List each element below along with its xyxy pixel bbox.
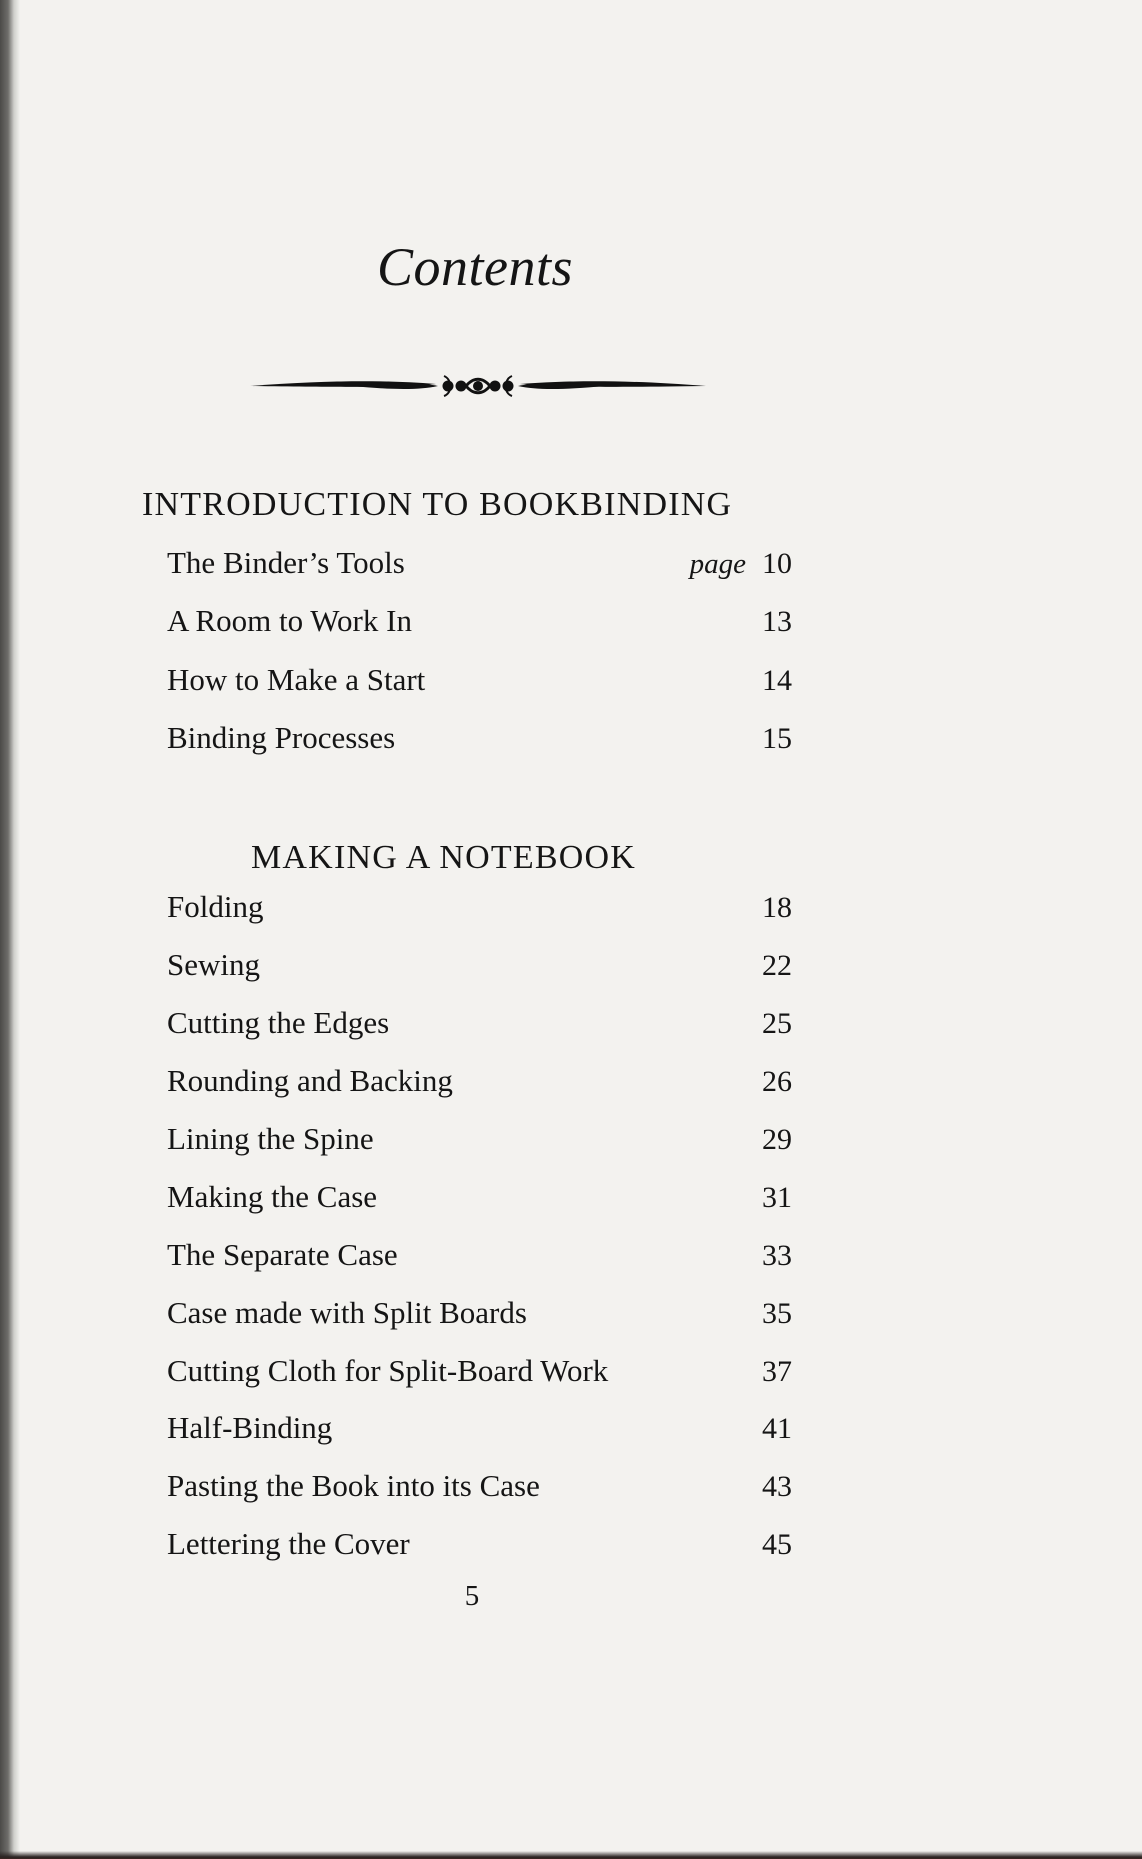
toc-entry-cutting-the-edges xyxy=(167,1007,792,1047)
toc-entry-label: Lining the Spine xyxy=(167,1121,374,1156)
toc-entry-separate-case xyxy=(167,1239,792,1279)
toc-entry-pasting-book-into-case xyxy=(167,1470,792,1510)
toc-entry-label: Lettering the Cover xyxy=(167,1526,410,1561)
toc-entry-label: Half-Binding xyxy=(167,1410,333,1445)
toc-entry-label: Binding Processes xyxy=(167,720,396,755)
toc-entry-label: How to Make a Start xyxy=(167,662,426,697)
toc-entry-label: Folding xyxy=(167,889,264,924)
toc-page-number: 18 xyxy=(762,891,792,924)
toc-entry-label: The Binder’s Tools xyxy=(167,545,405,580)
toc-entry-lining-the-spine xyxy=(167,1123,792,1163)
toc-entry-label: A Room to Work In xyxy=(167,603,412,638)
toc-entry-label: Case made with Split Boards xyxy=(167,1295,527,1330)
toc-page-number: 15 xyxy=(762,722,792,755)
toc-page-number: 43 xyxy=(762,1470,792,1503)
page-number: 5 xyxy=(464,1580,480,1612)
toc-page-number: 10 xyxy=(762,547,792,580)
toc-entry-label: The Separate Case xyxy=(167,1237,398,1272)
page-title: Contents xyxy=(376,237,573,297)
toc-entry-how-to-make-a-start xyxy=(167,664,792,704)
toc-page-number: 33 xyxy=(762,1239,792,1272)
toc-page-number: 14 xyxy=(762,664,792,697)
toc-entry-lettering-cover xyxy=(167,1528,792,1568)
toc-entry-page-group xyxy=(690,549,792,579)
toc-page-number: 25 xyxy=(762,1007,792,1040)
toc-page-number: 45 xyxy=(762,1528,792,1561)
toc-entry-label: Cutting the Edges xyxy=(167,1005,390,1040)
toc-entry-folding xyxy=(167,891,792,931)
page-word-label: page xyxy=(689,548,746,580)
toc-entry-label: Sewing xyxy=(167,947,260,982)
toc-entry-cutting-cloth xyxy=(167,1355,792,1395)
toc-page-number: 37 xyxy=(762,1355,792,1388)
toc-entry-case-split-boards xyxy=(167,1297,792,1337)
toc-entry-label: Pasting the Book into its Case xyxy=(167,1468,540,1503)
toc-entry-label: Rounding and Backing xyxy=(167,1063,453,1098)
toc-page-number: 13 xyxy=(762,605,792,638)
toc-page-number: 35 xyxy=(762,1297,792,1330)
toc-page-number: 29 xyxy=(762,1123,792,1156)
toc-entry-half-binding xyxy=(167,1412,792,1452)
toc-page-number: 22 xyxy=(762,949,792,982)
toc-page-number: 31 xyxy=(762,1181,792,1214)
toc-page-number: 26 xyxy=(762,1065,792,1098)
toc-entry-binding-processes xyxy=(167,722,792,762)
toc-entry-making-the-case xyxy=(167,1181,792,1221)
toc-entry-room-to-work-in xyxy=(167,605,792,645)
toc-entry-label: Making the Case xyxy=(167,1179,378,1214)
toc-entry-rounding-and-backing xyxy=(167,1065,792,1105)
toc-page-number: 41 xyxy=(762,1412,792,1445)
toc-entry-binders-tools xyxy=(167,547,792,587)
section-title-introduction: INTRODUCTION TO BOOKBINDING xyxy=(142,486,733,523)
toc-entry-sewing xyxy=(167,949,792,989)
toc-entry-label: Cutting Cloth for Split-Board Work xyxy=(167,1353,609,1388)
decorative-divider-icon xyxy=(248,368,708,404)
section-title-making-a-notebook: MAKING A NOTEBOOK xyxy=(251,839,636,876)
